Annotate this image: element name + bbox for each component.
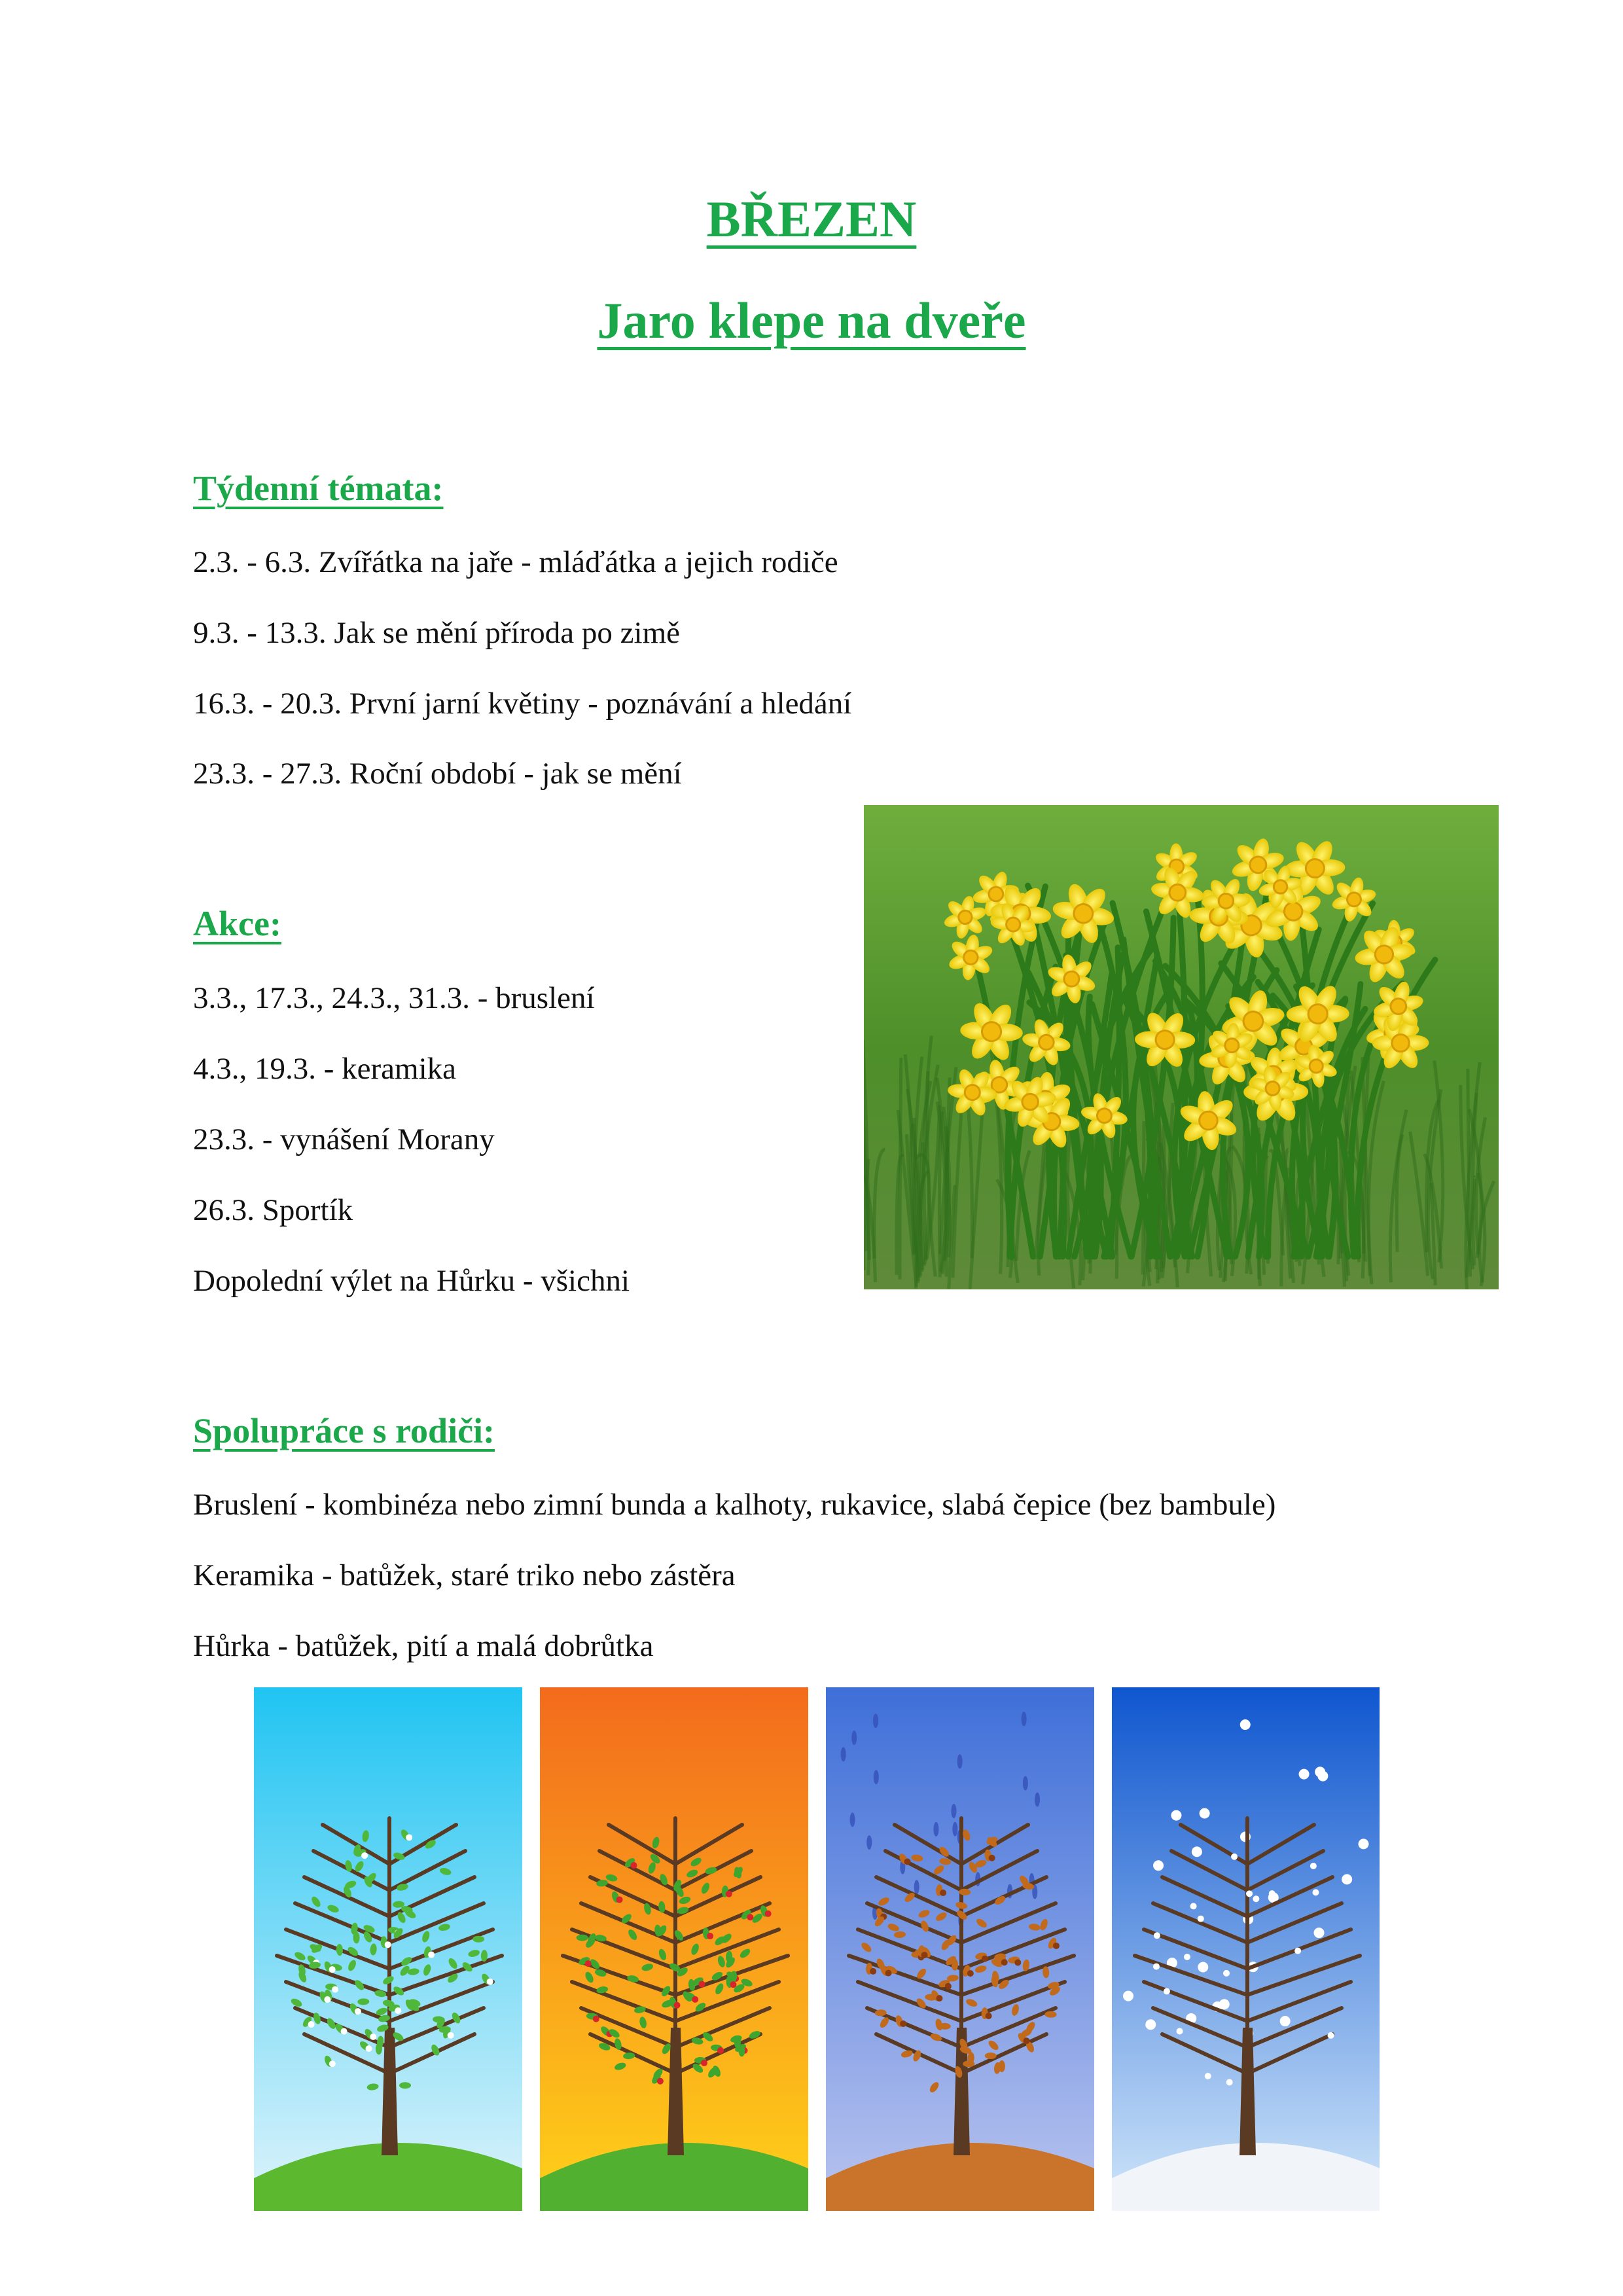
parents-item: Keramika - batůžek, staré triko nebo zástěra: [193, 1558, 736, 1592]
parents-heading: Spolupráce s rodiči:: [193, 1411, 495, 1450]
page-subtitle: Jaro klepe na dveře: [597, 292, 1026, 349]
weekly-themes-heading: Týdenní témata:: [193, 469, 444, 508]
event-item: 4.3., 19.3. - keramika: [193, 1052, 457, 1086]
weekly-theme-item: 16.3. - 20.3. První jarní květiny - poznávání a hledání: [193, 687, 852, 721]
parents-item: Hůrka - batůžek, pití a malá dobrůtka: [193, 1629, 654, 1663]
weekly-theme-item: 9.3. - 13.3. Jak se mění příroda po zimě: [193, 616, 680, 650]
event-item: 26.3. Sportík: [193, 1193, 353, 1227]
weekly-theme-item: 23.3. - 27.3. Roční období - jak se mění: [193, 757, 682, 791]
parents-item: Bruslení - kombinéza nebo zimní bunda a kalhoty, rukavice, slabá čepice (bez bambule): [193, 1488, 1276, 1522]
weekly-theme-item: 2.3. - 6.3. Zvířátka na jaře - mláďátka a jejich rodiče: [193, 545, 838, 579]
seasons-illustration: [254, 1687, 1380, 2211]
page-title: BŘEZEN: [706, 190, 917, 247]
events-heading: Akce:: [193, 904, 281, 943]
event-item: Dopolední výlet na Hůrku - všichni: [193, 1264, 630, 1298]
event-item: 23.3. - vynášení Morany: [193, 1122, 495, 1157]
event-item: 3.3., 17.3., 24.3., 31.3. - bruslení: [193, 981, 595, 1015]
daffodil-photo: [864, 805, 1499, 1289]
